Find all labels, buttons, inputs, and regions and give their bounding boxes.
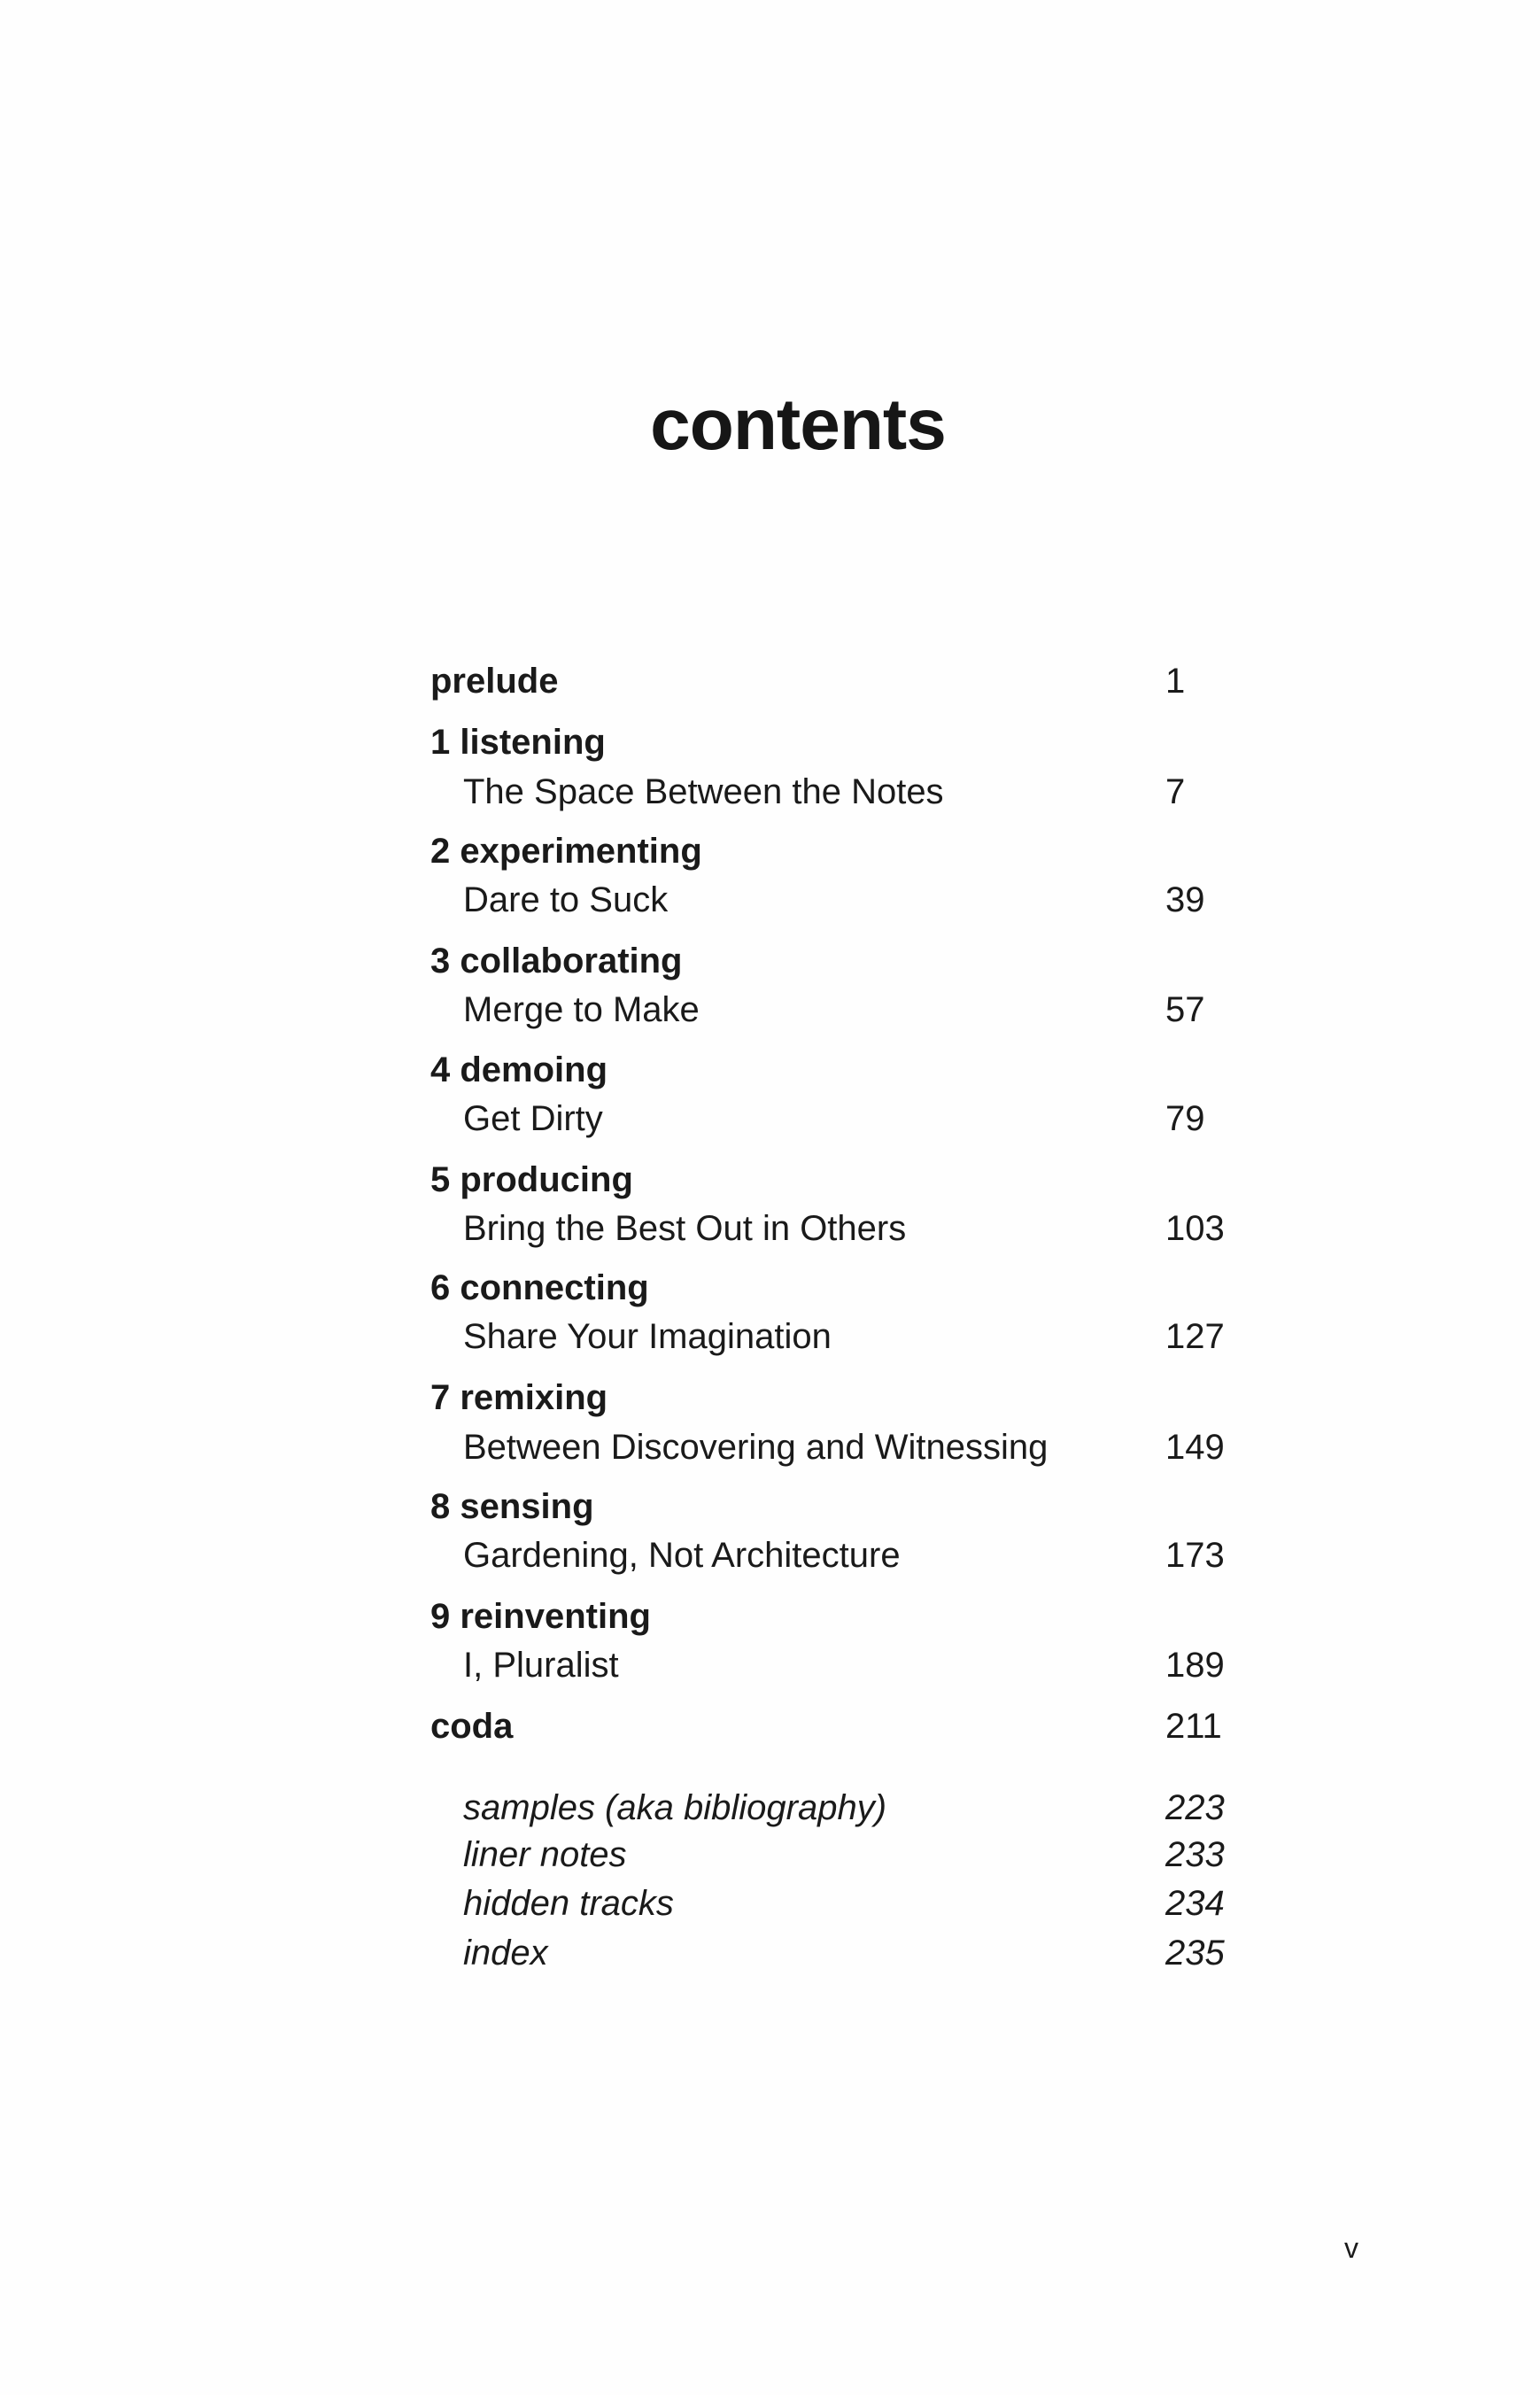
toc-entry [430,829,1316,873]
toc-entry-page: 189 [1165,1646,1225,1685]
toc-entry [430,1533,1316,1577]
toc-entry-label: 1 listening [430,723,606,762]
toc-entry [430,1376,1316,1420]
toc-entry [430,1266,1316,1310]
toc-entry [430,1425,1316,1469]
toc-entry-label: coda [430,1707,514,1746]
page-number: v [1344,2232,1358,2264]
toc-entry-label: hidden tracks [463,1884,674,1923]
toc-entry [430,1484,1316,1529]
toc-entry-page: 235 [1165,1934,1225,1973]
toc-entry [430,1158,1316,1202]
toc-entry-label: Bring the Best Out in Others [463,1209,907,1248]
toc-entry [430,1704,1316,1748]
toc-entry-label: index [463,1934,548,1973]
toc-entry-label: Get Dirty [463,1099,603,1138]
toc-entry [430,720,1316,764]
toc-entry-page: 173 [1165,1536,1225,1575]
toc-entry-page: 1 [1165,662,1186,701]
toc-entry [430,1048,1316,1092]
toc-entry-page: 223 [1165,1788,1225,1827]
toc-entry [430,988,1316,1032]
toc-entry [430,1314,1316,1359]
toc-entry-label: 5 producing [430,1160,633,1199]
toc-entry-label: liner notes [463,1835,627,1874]
toc-entry-label: Dare to Suck [463,880,669,919]
toc-entry [430,1833,1316,1877]
toc-entry-label: 8 sensing [430,1487,594,1526]
toc-entry-page: 7 [1165,772,1186,811]
toc-entry [430,1881,1316,1926]
toc-entry-label: 4 demoing [430,1050,608,1089]
toc-entry-label: 9 reinventing [430,1597,651,1636]
toc-entry [430,1931,1316,1975]
toc-entry-label: 3 collaborating [430,942,683,980]
toc-entry [430,1206,1316,1251]
toc-entry-page: 149 [1165,1428,1225,1467]
toc-entry-page: 79 [1165,1099,1205,1138]
toc-entry-label: prelude [430,662,559,701]
toc-entry-label: Merge to Make [463,990,700,1029]
toc-entry-page: 211 [1165,1707,1222,1746]
toc-entry [430,1786,1316,1830]
toc-entry [430,878,1316,922]
toc-entry [430,659,1316,703]
toc-entry-page: 39 [1165,880,1205,919]
toc-entry-label: 2 experimenting [430,832,702,871]
toc-entry [430,1594,1316,1639]
toc-entry-label: I, Pluralist [463,1646,619,1685]
toc-entry-label: 6 connecting [430,1268,649,1307]
toc-entry-label: Between Discovering and Witnessing [463,1428,1049,1467]
toc-entry-label: The Space Between the Notes [463,772,944,811]
toc-entry-page: 103 [1165,1209,1225,1248]
toc-entry-label: Gardening, Not Architecture [463,1536,901,1575]
page-title: contents [650,384,946,465]
toc-entry-label: 7 remixing [430,1378,608,1417]
toc-entry [430,770,1316,814]
toc-entry [430,939,1316,983]
toc-entry-page: 127 [1165,1317,1225,1356]
toc-entry [430,1097,1316,1141]
toc-entry-label: samples (aka bibliography) [463,1788,887,1827]
toc-entry-page: 234 [1165,1884,1225,1923]
toc-entry-page: 57 [1165,990,1205,1029]
toc-entry [430,1643,1316,1687]
toc-entry-label: Share Your Imagination [463,1317,832,1356]
toc-entry-page: 233 [1165,1835,1225,1874]
